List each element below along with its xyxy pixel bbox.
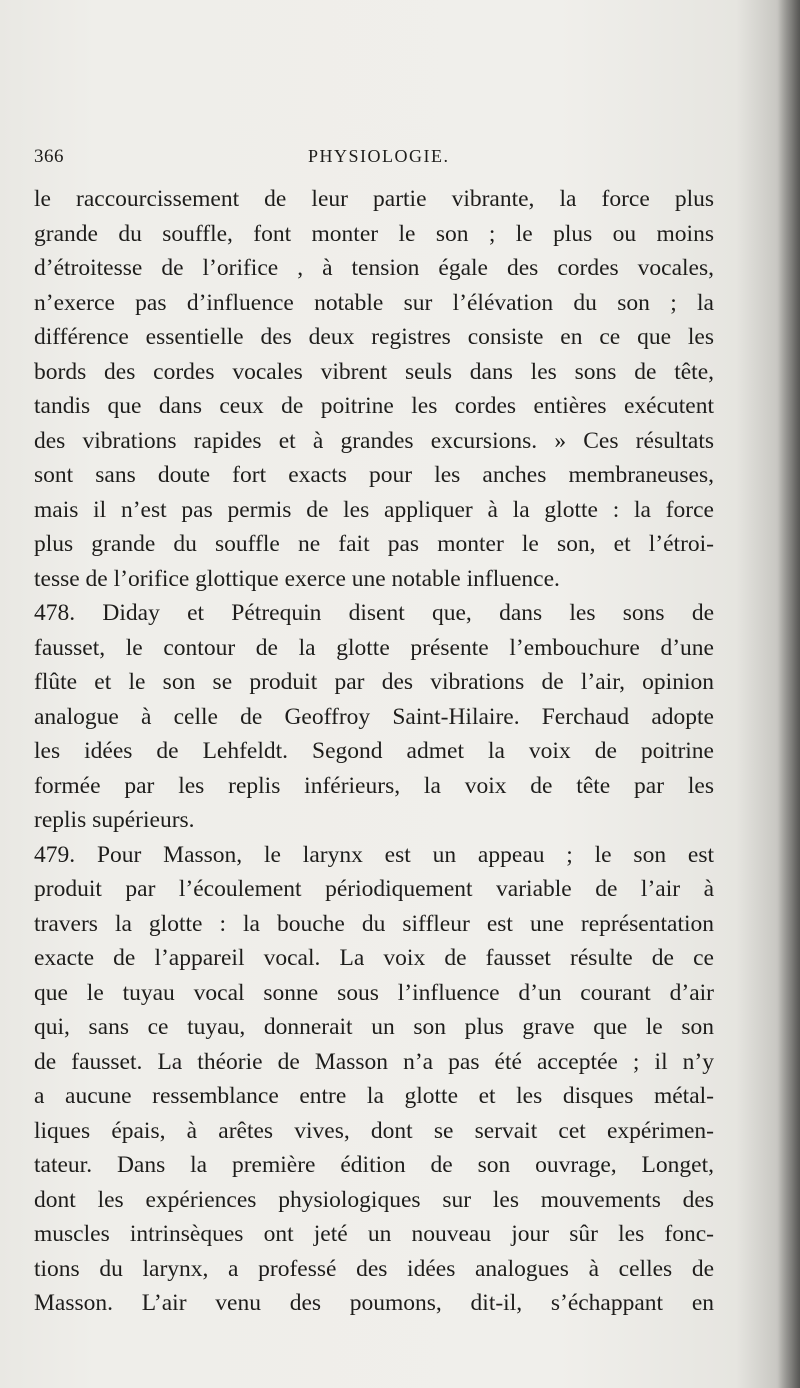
- text-line: travers la glotte : la bouche du siffleur est une représentation: [34, 910, 714, 937]
- paragraph-end-line: tesse de l’orifice glottique exerce une notable influence.: [34, 565, 560, 592]
- text-line: n’exerce pas d’influence notable sur l’élévation du son ; la: [34, 289, 714, 316]
- page-number: 366: [34, 146, 64, 167]
- text-line: exacte de l’appareil vocal. La voix de fausset résulte de ce: [34, 945, 714, 971]
- page-header: [34, 146, 714, 176]
- text-line: qui, sans ce tuyau, donnerait un son plus grave que le son: [34, 1014, 714, 1040]
- text-line: d’étroitesse de l’orifice , à tension égale des cordes vocales,: [34, 255, 714, 281]
- text-line: muscles intrinsèques ont jeté un nouveau jour sûr les fonc-: [34, 1221, 714, 1247]
- text-line: tateur. Dans la première édition de son ouvrage, Longet,: [34, 1152, 714, 1178]
- text-line: flûte et le son se produit par des vibrations de l’air, opinion: [34, 669, 714, 695]
- text-line: a aucune ressemblance entre la glotte et les disques métal-: [34, 1083, 714, 1109]
- text-line: fausset, le contour de la glotte présente l’embouchure d’une: [34, 634, 714, 661]
- text-line: Masson. L’air venu des poumons, dit-il, s’échappant en: [34, 1290, 714, 1316]
- text-line: produit par l’écoulement périodiquement variable de l’air à: [34, 876, 714, 902]
- paragraph-479-start: 479. Pour Masson, le larynx est un appeau ; le son est: [34, 841, 714, 868]
- paragraph-478-start: 478. Diday et Pétrequin disent que, dans les sons de: [34, 600, 714, 626]
- text-line: liques épais, à arêtes vives, dont se servait cet expérimen-: [34, 1117, 714, 1144]
- text-line: tions du larynx, a professé des idées analogues à celles de: [34, 1255, 714, 1282]
- text-line: de fausset. La théorie de Masson n’a pas été acceptée ; il n’y: [34, 1048, 714, 1075]
- text-line: plus grande du souffle ne fait pas monter le son, et l’étroi-: [34, 531, 714, 557]
- running-head: PHYSIOLOGIE.: [308, 146, 450, 166]
- text-line: analogue à celle de Geoffroy Saint-Hilaire. Ferchaud adopte: [34, 703, 714, 730]
- text-line: bords des cordes vocales vibrent seuls dans les sons de tête,: [34, 358, 714, 385]
- text-line: mais il n’est pas permis de les appliquer à la glotte : la force: [34, 496, 714, 523]
- text-line: grande du souffle, font monter le son ; le plus ou moins: [34, 220, 714, 247]
- paragraph-end-line: replis supérieurs.: [34, 807, 195, 833]
- text-line: des vibrations rapides et à grandes excursions. » Ces résultats: [34, 427, 714, 454]
- text-line: dont les expériences physiologiques sur les mouvements des: [34, 1186, 714, 1213]
- text-line: le raccourcissement de leur partie vibrante, la force plus: [34, 186, 714, 212]
- text-line: les idées de Lehfeldt. Segond admet la voix de poitrine: [34, 738, 714, 764]
- text-line: différence essentielle des deux registres consiste en ce que les: [34, 324, 714, 350]
- text-line: que le tuyau vocal sonne sous l’influence d’un courant d’air: [34, 979, 714, 1006]
- page-gutter-shadow: [778, 0, 800, 1388]
- body-text: [34, 182, 714, 1321]
- text-line: tandis que dans ceux de poitrine les cordes entières exécutent: [34, 393, 714, 419]
- text-line: formée par les replis inférieurs, la voix de tête par les: [34, 772, 714, 799]
- text-line: sont sans doute fort exacts pour les anches membraneuses,: [34, 462, 714, 488]
